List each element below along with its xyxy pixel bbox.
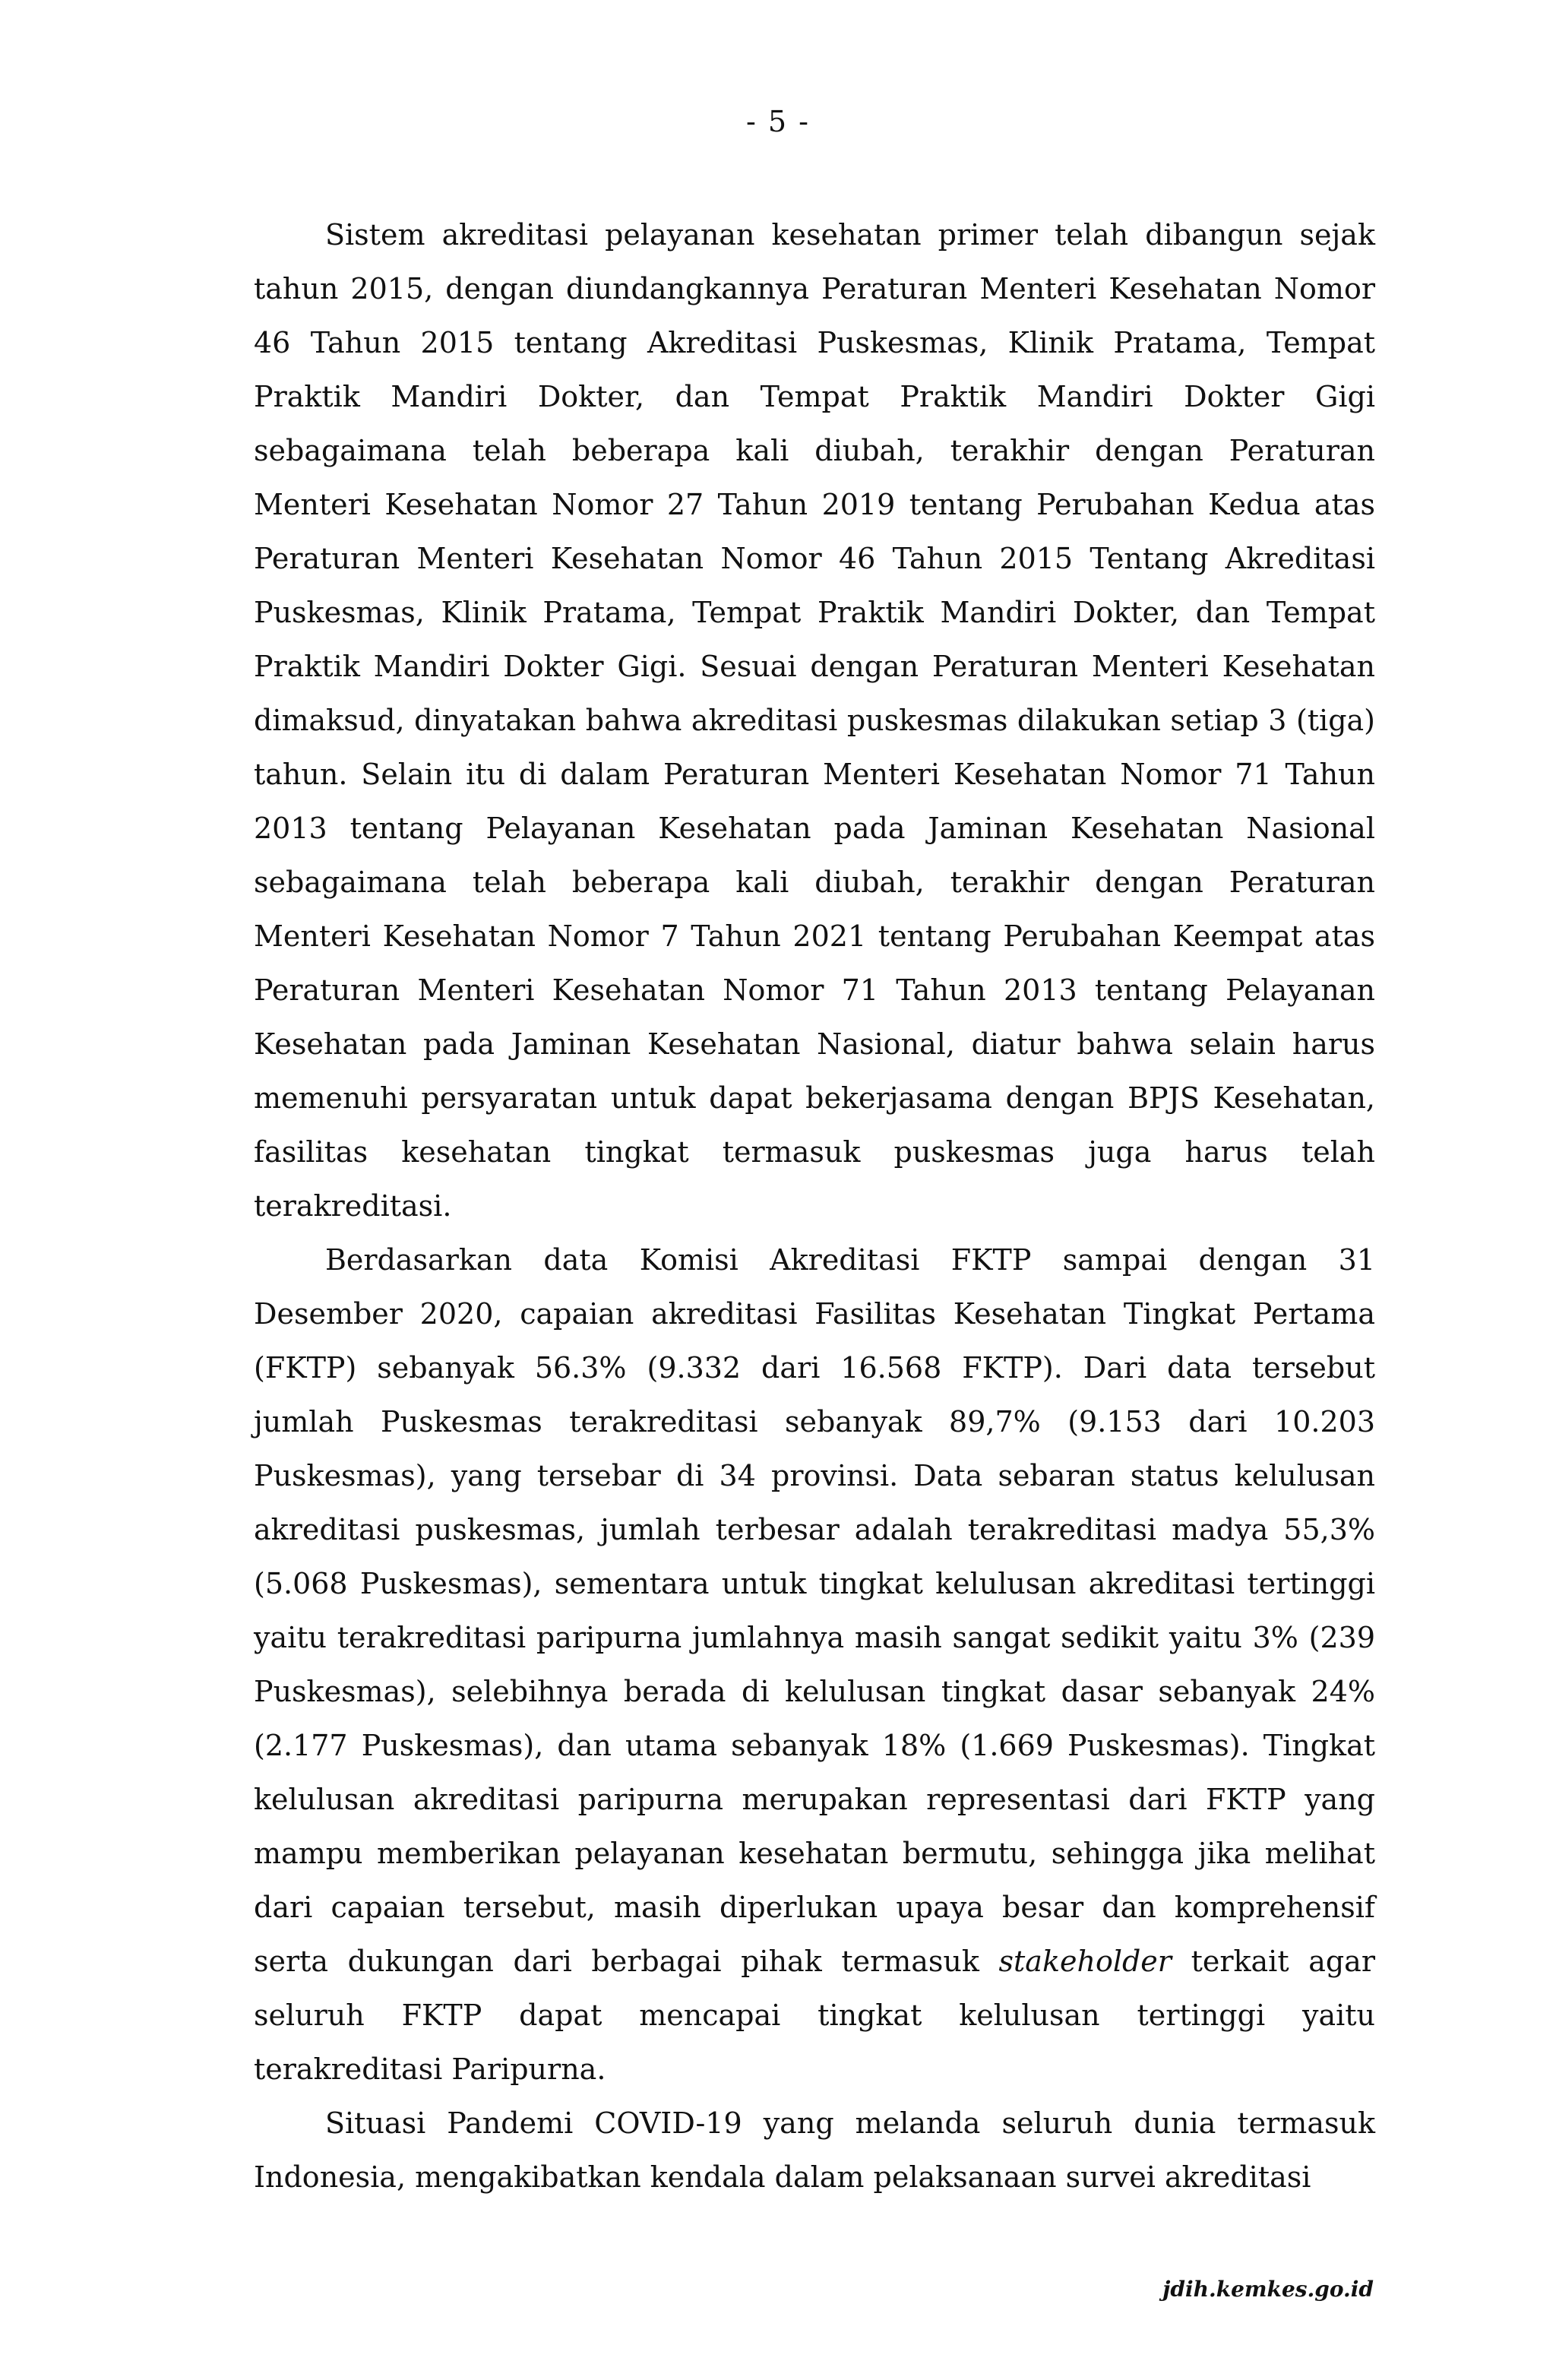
footer-source-link[interactable]: jdih.kemkes.go.id xyxy=(1162,2277,1374,2302)
document-body xyxy=(254,208,1375,2204)
paragraph-akreditasi-history: Sistem akreditasi pelayanan kesehatan primer telah dibangun sejak tahun 2015, dengan diundangkannya Peraturan Menteri Kesehatan Nomor 46 Tahun 2015 tentang Akreditasi Puskesmas, Klinik Pratama, Tempat Praktik Mandiri Dokter, dan Tempat Praktik Mandiri Dokter Gigi sebagaimana telah beberapa kali diubah, terakhir dengan Peraturan Menteri Kesehatan Nomor 27 Tahun 2019 tentang Perubahan Kedua atas Peraturan Menteri Kesehatan Nomor 46 Tahun 2015 Tentang Akreditasi Puskesmas, Klinik Pratama, Tempat Praktik Mandiri Dokter, dan Tempat Praktik Mandiri Dokter Gigi. Sesuai dengan Peraturan Menteri Kesehatan dimaksud, dinyatakan bahwa akreditasi puskesmas dilakukan setiap 3 (tiga) tahun. Selain itu di dalam Peraturan Menteri Kesehatan Nomor 71 Tahun 2013 tentang Pelayanan Kesehatan pada Jaminan Kesehatan Nasional sebagaimana telah beberapa kali diubah, terakhir dengan Peraturan Menteri Kesehatan Nomor 7 Tahun 2021 tentang Perubahan Keempat atas Peraturan Menteri Kesehatan Nomor 71 Tahun 2013 tentang Pelayanan Kesehatan pada Jaminan Kesehatan Nasional, diatur bahwa selain harus memenuhi persyaratan untuk dapat bekerjasama dengan BPJS Kesehatan, fasilitas kesehatan tingkat termasuk puskesmas juga harus telah terakreditasi. xyxy=(254,218,1375,1223)
italic-term-stakeholder: stakeholder xyxy=(998,1945,1172,1978)
page-number: - 5 - xyxy=(745,105,810,138)
paragraph-covid-situation: Situasi Pandemi COVID-19 yang melanda seluruh dunia termasuk Indonesia, mengakibatkan kendala dalam pelaksanaan survei akreditasi xyxy=(254,2106,1375,2194)
paragraph-text-after-italic: terkait agar seluruh FKTP dapat mencapai tingkat kelulusan tertinggi yaitu terakreditasi Paripurna. xyxy=(254,1945,1375,2086)
paragraph-text-before-italic: Berdasarkan data Komisi Akreditasi FKTP sampai dengan 31 Desember 2020, capaian akreditasi Fasilitas Kesehatan Tingkat Pertama (FKTP) sebanyak 56.3% (9.332 dari 16.568 FKTP). Dari data tersebut jumlah Puskesmas terakreditasi sebanyak 89,7% (9.153 dari 10.203 Puskesmas), yang tersebar di 34 provinsi. Data sebaran status kelulusan akreditasi puskesmas, jumlah terbesar adalah terakreditasi madya 55,3% (5.068 Puskesmas), sementara untuk tingkat kelulusan akreditasi tertinggi yaitu terakreditasi paripurna jumlahnya masih sangat sedikit yaitu 3% (239 Puskesmas), selebihnya berada di kelulusan tingkat dasar sebanyak 24% (2.177 Puskesmas), dan utama sebanyak 18% (1.669 Puskesmas). Tingkat kelulusan akreditasi paripurna merupakan representasi dari FKTP yang mampu memberikan pelayanan kesehatan bermutu, sehingga jika melihat dari capaian tersebut, masih diperlukan upaya besar dan komprehensif serta dukungan dari berbagai pihak termasuk xyxy=(254,1243,1375,1978)
paragraph-akreditasi-statistics xyxy=(254,1233,1375,2097)
